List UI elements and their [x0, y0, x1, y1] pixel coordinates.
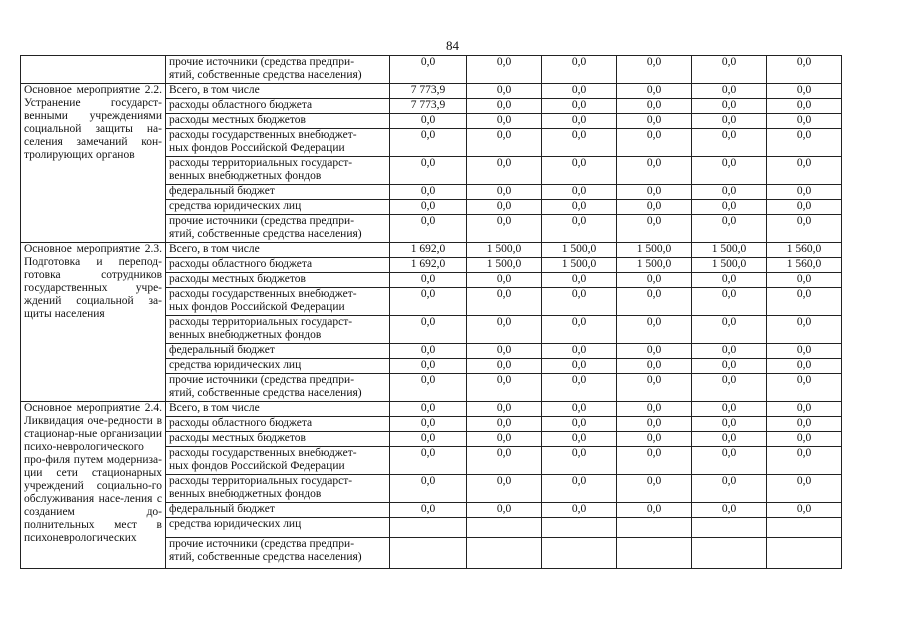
value-cell: 0,0 [692, 374, 767, 402]
value-cell: 0,0 [467, 447, 542, 475]
value-cell: 0,0 [692, 316, 767, 344]
page-number: 84 [446, 38, 459, 53]
value-cell: 0,0 [467, 99, 542, 114]
value-cell: 0,0 [542, 402, 617, 417]
value-cell: 0,0 [767, 215, 842, 243]
value-cell [542, 518, 617, 538]
value-cell: 0,0 [617, 417, 692, 432]
funding-source-cell: прочие источники (средства предпри- ятий, собственные средства населения) [166, 374, 390, 402]
value-cell: 0,0 [542, 475, 617, 503]
funding-source-cell: Всего, в том числе [166, 402, 390, 417]
value-cell: 0,0 [692, 432, 767, 447]
value-cell: 1 500,0 [692, 258, 767, 273]
value-cell: 0,0 [692, 185, 767, 200]
measure-cell: Основное мероприятие 2.4. Ликвидация оче-редности в стационар-ные организации психо-неврологического про-филя путем модерниза-ции сети стационарных учреждений социально-го обслуживания насе-ления с созданием до-полнительных мест в психоневрологических [21, 402, 166, 569]
value-cell: 1 500,0 [467, 243, 542, 258]
value-cell: 0,0 [767, 99, 842, 114]
value-cell: 1 692,0 [390, 243, 467, 258]
value-cell: 0,0 [390, 374, 467, 402]
value-cell: 0,0 [542, 114, 617, 129]
value-cell: 0,0 [542, 316, 617, 344]
value-cell: 0,0 [542, 84, 617, 99]
value-cell: 0,0 [692, 56, 767, 84]
value-cell: 0,0 [390, 288, 467, 316]
value-cell: 0,0 [390, 215, 467, 243]
value-cell: 1 692,0 [390, 258, 467, 273]
value-cell: 0,0 [467, 157, 542, 185]
value-cell: 1 560,0 [767, 258, 842, 273]
value-cell: 0,0 [617, 402, 692, 417]
value-cell: 1 500,0 [542, 243, 617, 258]
value-cell: 0,0 [467, 114, 542, 129]
value-cell: 0,0 [692, 84, 767, 99]
value-cell: 0,0 [767, 316, 842, 344]
value-cell: 0,0 [390, 402, 467, 417]
funding-source-cell: расходы областного бюджета [166, 99, 390, 114]
value-cell: 0,0 [617, 432, 692, 447]
value-cell: 7 773,9 [390, 99, 467, 114]
value-cell: 0,0 [542, 215, 617, 243]
value-cell: 0,0 [542, 185, 617, 200]
value-cell: 0,0 [692, 157, 767, 185]
value-cell [467, 538, 542, 569]
funding-source-cell: расходы областного бюджета [166, 417, 390, 432]
funding-source-cell: расходы территориальных государст- венных внебюджетных фондов [166, 316, 390, 344]
value-cell: 0,0 [542, 288, 617, 316]
value-cell: 0,0 [617, 288, 692, 316]
table-row [21, 84, 842, 99]
value-cell: 0,0 [390, 157, 467, 185]
value-cell: 0,0 [767, 84, 842, 99]
value-cell: 0,0 [617, 374, 692, 402]
budget-table-body [21, 56, 842, 569]
value-cell: 0,0 [390, 447, 467, 475]
value-cell: 0,0 [617, 503, 692, 518]
value-cell: 0,0 [542, 157, 617, 185]
value-cell: 0,0 [542, 417, 617, 432]
measure-cell-empty [21, 56, 166, 84]
value-cell: 0,0 [467, 316, 542, 344]
value-cell: 0,0 [767, 157, 842, 185]
funding-source-cell: расходы областного бюджета [166, 258, 390, 273]
value-cell: 0,0 [467, 503, 542, 518]
value-cell: 1 500,0 [467, 258, 542, 273]
value-cell: 0,0 [692, 114, 767, 129]
funding-source-cell: расходы государственных внебюджет- ных фондов Российской Федерации [166, 129, 390, 157]
value-cell: 0,0 [390, 344, 467, 359]
funding-source-cell: прочие источники (средства предпри- ятий, собственные средства населения) [166, 215, 390, 243]
value-cell [390, 518, 467, 538]
funding-source-cell: прочие источники (средства предпри- ятий, собственные средства населения) [166, 538, 390, 569]
value-cell: 0,0 [467, 374, 542, 402]
value-cell: 1 500,0 [692, 243, 767, 258]
value-cell: 0,0 [767, 475, 842, 503]
value-cell: 0,0 [542, 200, 617, 215]
value-cell: 0,0 [542, 99, 617, 114]
funding-source-cell: расходы территориальных государст- венных внебюджетных фондов [166, 475, 390, 503]
value-cell: 0,0 [390, 273, 467, 288]
value-cell: 0,0 [467, 359, 542, 374]
value-cell: 0,0 [467, 402, 542, 417]
funding-source-cell: расходы местных бюджетов [166, 432, 390, 447]
funding-source-cell: расходы местных бюджетов [166, 114, 390, 129]
value-cell: 0,0 [767, 56, 842, 84]
table-row [21, 243, 842, 258]
value-cell: 0,0 [390, 417, 467, 432]
value-cell: 0,0 [542, 374, 617, 402]
budget-table [20, 55, 842, 569]
value-cell: 0,0 [617, 447, 692, 475]
value-cell: 0,0 [767, 432, 842, 447]
funding-source-cell: расходы местных бюджетов [166, 273, 390, 288]
funding-source-cell: федеральный бюджет [166, 503, 390, 518]
value-cell: 0,0 [467, 475, 542, 503]
measure-cell: Основное мероприятие 2.2. Устранение государст-венными учреждениями социальной защиты на-селения замечаний кон-тролирующих органов [21, 84, 166, 243]
value-cell: 0,0 [390, 56, 467, 84]
value-cell: 0,0 [767, 288, 842, 316]
value-cell: 0,0 [467, 344, 542, 359]
funding-source-cell: Всего, в том числе [166, 243, 390, 258]
value-cell: 0,0 [692, 215, 767, 243]
value-cell: 0,0 [692, 447, 767, 475]
value-cell: 1 500,0 [542, 258, 617, 273]
value-cell: 0,0 [692, 99, 767, 114]
funding-source-cell: Всего, в том числе [166, 84, 390, 99]
value-cell: 0,0 [617, 99, 692, 114]
value-cell: 0,0 [692, 344, 767, 359]
value-cell: 0,0 [467, 129, 542, 157]
value-cell: 0,0 [692, 503, 767, 518]
value-cell: 0,0 [542, 273, 617, 288]
value-cell: 0,0 [692, 359, 767, 374]
value-cell: 0,0 [617, 56, 692, 84]
value-cell: 0,0 [767, 114, 842, 129]
value-cell: 0,0 [767, 447, 842, 475]
funding-source-cell: прочие источники (средства предпри- ятий, собственные средства населения) [166, 56, 390, 84]
value-cell: 0,0 [467, 288, 542, 316]
funding-source-cell: расходы государственных внебюджет- ных фондов Российской Федерации [166, 447, 390, 475]
value-cell [390, 538, 467, 569]
value-cell: 0,0 [390, 475, 467, 503]
value-cell: 0,0 [467, 417, 542, 432]
value-cell: 0,0 [617, 157, 692, 185]
value-cell: 0,0 [617, 114, 692, 129]
value-cell: 0,0 [692, 402, 767, 417]
value-cell [692, 538, 767, 569]
funding-source-cell: федеральный бюджет [166, 344, 390, 359]
value-cell: 0,0 [617, 359, 692, 374]
value-cell [767, 538, 842, 569]
value-cell: 0,0 [767, 402, 842, 417]
value-cell: 0,0 [467, 56, 542, 84]
value-cell: 0,0 [767, 359, 842, 374]
value-cell: 0,0 [467, 273, 542, 288]
funding-source-cell: средства юридических лиц [166, 359, 390, 374]
value-cell: 0,0 [390, 129, 467, 157]
value-cell: 0,0 [767, 374, 842, 402]
value-cell: 0,0 [542, 359, 617, 374]
value-cell: 0,0 [467, 185, 542, 200]
funding-source-cell: расходы государственных внебюджет- ных фондов Российской Федерации [166, 288, 390, 316]
value-cell: 0,0 [767, 129, 842, 157]
value-cell: 0,0 [542, 503, 617, 518]
value-cell [692, 518, 767, 538]
value-cell: 0,0 [390, 114, 467, 129]
funding-source-cell: федеральный бюджет [166, 185, 390, 200]
value-cell [617, 538, 692, 569]
value-cell: 0,0 [617, 185, 692, 200]
value-cell: 0,0 [390, 432, 467, 447]
value-cell: 0,0 [617, 84, 692, 99]
table-row [21, 402, 842, 417]
value-cell: 0,0 [467, 200, 542, 215]
value-cell [467, 518, 542, 538]
value-cell: 0,0 [617, 129, 692, 157]
value-cell: 0,0 [692, 273, 767, 288]
funding-source-cell: расходы территориальных государст- венных внебюджетных фондов [166, 157, 390, 185]
measure-cell: Основное мероприятие 2.3. Подготовка и перепод-готовка сотрудников государственных учре-ждений социальной за-щиты населения [21, 243, 166, 402]
value-cell: 0,0 [542, 129, 617, 157]
value-cell: 0,0 [617, 273, 692, 288]
value-cell: 0,0 [617, 316, 692, 344]
value-cell: 0,0 [542, 447, 617, 475]
value-cell: 0,0 [617, 215, 692, 243]
value-cell [767, 518, 842, 538]
value-cell: 0,0 [390, 200, 467, 215]
value-cell: 0,0 [542, 432, 617, 447]
value-cell: 7 773,9 [390, 84, 467, 99]
value-cell: 0,0 [390, 503, 467, 518]
value-cell: 0,0 [390, 316, 467, 344]
value-cell: 0,0 [467, 432, 542, 447]
value-cell: 0,0 [390, 359, 467, 374]
value-cell: 0,0 [467, 84, 542, 99]
value-cell: 0,0 [767, 417, 842, 432]
value-cell: 0,0 [617, 200, 692, 215]
value-cell: 0,0 [767, 185, 842, 200]
value-cell: 0,0 [617, 475, 692, 503]
value-cell: 0,0 [542, 344, 617, 359]
value-cell: 0,0 [692, 129, 767, 157]
value-cell: 0,0 [542, 56, 617, 84]
value-cell: 0,0 [390, 185, 467, 200]
table-row [21, 56, 842, 84]
value-cell: 1 560,0 [767, 243, 842, 258]
value-cell: 1 500,0 [617, 258, 692, 273]
funding-source-cell: средства юридических лиц [166, 518, 390, 538]
funding-source-cell: средства юридических лиц [166, 200, 390, 215]
value-cell [542, 538, 617, 569]
value-cell: 0,0 [692, 417, 767, 432]
value-cell: 0,0 [767, 344, 842, 359]
value-cell: 0,0 [467, 215, 542, 243]
value-cell: 1 500,0 [617, 243, 692, 258]
value-cell: 0,0 [767, 200, 842, 215]
value-cell: 0,0 [617, 344, 692, 359]
value-cell: 0,0 [692, 200, 767, 215]
value-cell: 0,0 [692, 288, 767, 316]
value-cell: 0,0 [767, 273, 842, 288]
value-cell: 0,0 [767, 503, 842, 518]
value-cell [617, 518, 692, 538]
value-cell: 0,0 [692, 475, 767, 503]
